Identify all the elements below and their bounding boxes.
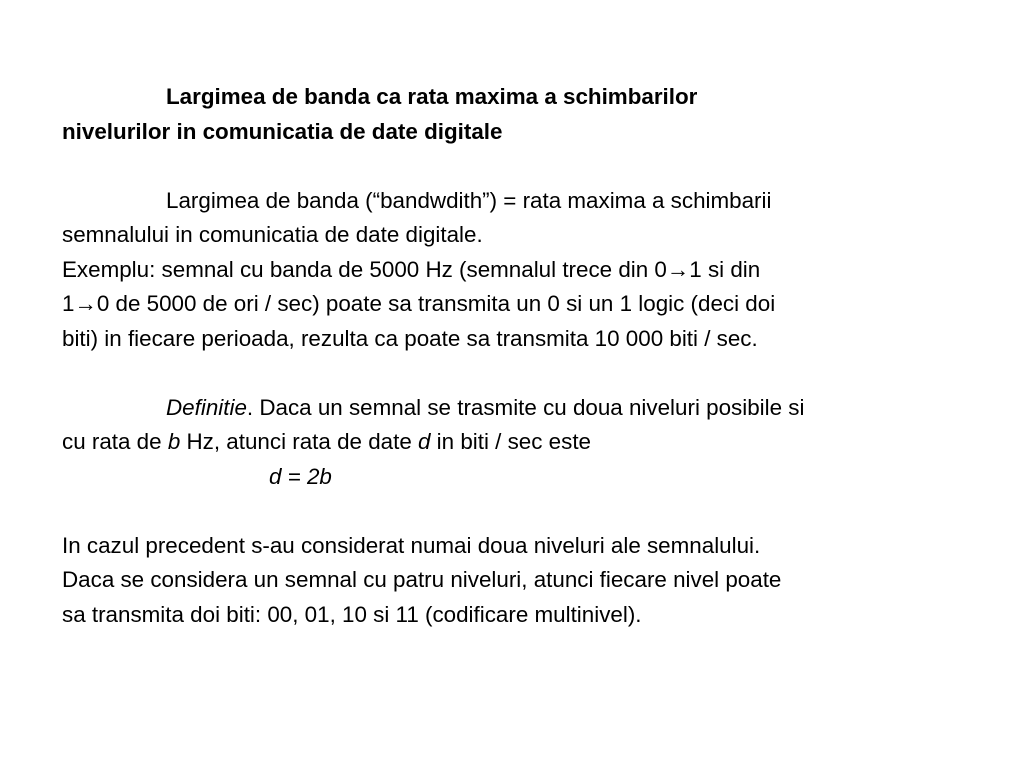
spacer — [62, 494, 992, 529]
definition-text-c: in biti / sec este — [430, 429, 591, 454]
title-line-1: Largimea de banda ca rata maxima a schimbarilor — [166, 84, 698, 109]
example-paragraph — [62, 253, 992, 357]
definition-line-1 — [62, 391, 992, 426]
bandwidth-paragraph — [62, 184, 992, 253]
bandwidth-line-2: semnalului in comunicatia de date digitale. — [62, 222, 483, 247]
spacer — [62, 356, 992, 391]
variable-b: b — [167, 429, 181, 454]
title-line-2: nivelurilor in comunicatia de date digitale — [62, 118, 503, 144]
slide-content — [62, 80, 992, 632]
bandwidth-line-1: Largimea de banda (“bandwdith”) = rata maxima a schimbarii — [166, 187, 772, 213]
spacer — [62, 149, 992, 184]
conclusion-line-1: In cazul precedent s-au considerat numai doua niveluri ale semnalului. — [62, 532, 761, 558]
formula-text: d = 2b — [269, 463, 332, 489]
variable-d: d — [418, 429, 431, 454]
definition-text-a: cu rata de — [62, 429, 168, 454]
example-line-3: biti) in fiecare perioada, rezulta ca poate sa transmita 10 000 biti / sec. — [62, 325, 758, 351]
definition-text: . Daca un semnal se trasmite cu doua niveluri posibile si — [246, 394, 805, 420]
conclusion-paragraph — [62, 529, 992, 633]
definition-text-b: Hz, atunci rata de date — [180, 429, 418, 454]
slide-title — [62, 80, 992, 149]
example-line-2: 1→0 de 5000 de ori / sec) poate sa transmita un 0 si un 1 logic (deci doi — [62, 291, 776, 316]
conclusion-line-3: sa transmita doi biti: 00, 01, 10 si 11 (codificare multinivel). — [62, 601, 642, 627]
definition-line-2 — [62, 425, 992, 460]
definition-term: Definitie — [166, 394, 247, 420]
example-line-1: Exemplu: semnal cu banda de 5000 Hz (semnalul trece din 0→1 si din — [62, 256, 761, 282]
definition-paragraph — [62, 391, 992, 495]
conclusion-line-2: Daca se considera un semnal cu patru niveluri, atunci fiecare nivel poate — [62, 567, 782, 592]
formula — [62, 460, 992, 495]
